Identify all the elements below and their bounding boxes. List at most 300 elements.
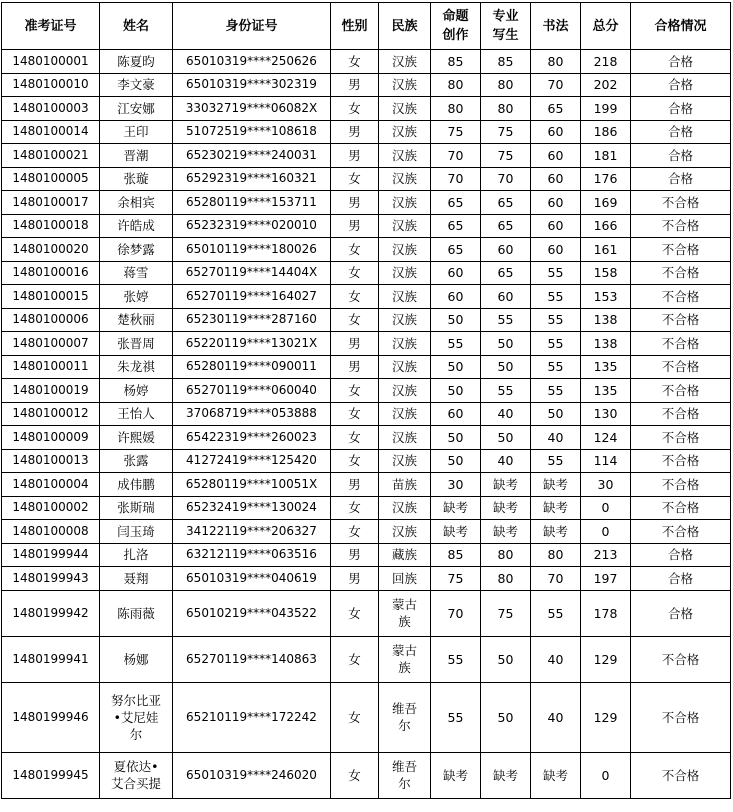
cell-id-number: 65010319****040619: [173, 567, 331, 591]
cell-pass-status: 不合格: [631, 379, 731, 403]
cell-topic-creation: 85: [431, 543, 481, 567]
cell-name: 杨娜: [100, 636, 173, 682]
cell-calligraphy: 60: [531, 120, 581, 144]
cell-pass-status: 合格: [631, 50, 731, 74]
cell-topic-creation: 80: [431, 73, 481, 97]
table-row: [2, 449, 731, 473]
cell-total-score: 153: [581, 285, 631, 309]
cell-ethnicity: 藏族: [379, 543, 431, 567]
cell-topic-creation: 75: [431, 567, 481, 591]
cell-id-number: 65010319****250626: [173, 50, 331, 74]
cell-total-score: 158: [581, 261, 631, 285]
cell-pass-status: 不合格: [631, 402, 731, 426]
cell-calligraphy: 65: [531, 97, 581, 121]
header-sketching: 专业 写生: [481, 3, 531, 50]
cell-id-number: 51072519****108618: [173, 120, 331, 144]
table-row: [2, 308, 731, 332]
cell-sketching: 40: [481, 449, 531, 473]
table-row: [2, 590, 731, 636]
cell-name: 努尔比亚 •艾尼娃 尔: [100, 682, 173, 752]
cell-ethnicity: 汉族: [379, 261, 431, 285]
cell-topic-creation: 65: [431, 214, 481, 238]
cell-id-number: 65270119****060040: [173, 379, 331, 403]
cell-gender: 女: [331, 379, 379, 403]
cell-sketching: 缺考: [481, 473, 531, 497]
header-total-score: 总分: [581, 3, 631, 50]
cell-topic-creation: 60: [431, 402, 481, 426]
cell-topic-creation: 70: [431, 144, 481, 168]
cell-pass-status: 不合格: [631, 261, 731, 285]
cell-ethnicity: 汉族: [379, 167, 431, 191]
cell-gender: 女: [331, 752, 379, 798]
cell-exam-id: 1480100005: [2, 167, 100, 191]
cell-sketching: 80: [481, 543, 531, 567]
cell-topic-creation: 80: [431, 97, 481, 121]
cell-id-number: 65270119****164027: [173, 285, 331, 309]
cell-topic-creation: 30: [431, 473, 481, 497]
cell-id-number: 65220119****13021X: [173, 332, 331, 356]
cell-gender: 男: [331, 214, 379, 238]
cell-sketching: 55: [481, 308, 531, 332]
cell-sketching: 75: [481, 120, 531, 144]
cell-calligraphy: 55: [531, 308, 581, 332]
cell-exam-id: 1480100011: [2, 355, 100, 379]
cell-id-number: 65010219****043522: [173, 590, 331, 636]
cell-exam-id: 1480199942: [2, 590, 100, 636]
cell-topic-creation: 50: [431, 379, 481, 403]
cell-gender: 女: [331, 449, 379, 473]
cell-id-number: 63212119****063516: [173, 543, 331, 567]
cell-pass-status: 合格: [631, 167, 731, 191]
cell-calligraphy: 55: [531, 285, 581, 309]
cell-total-score: 197: [581, 567, 631, 591]
cell-gender: 男: [331, 473, 379, 497]
table-row: [2, 285, 731, 309]
cell-total-score: 186: [581, 120, 631, 144]
header-pass-status: 合格情况: [631, 3, 731, 50]
cell-calligraphy: 55: [531, 355, 581, 379]
cell-pass-status: 不合格: [631, 473, 731, 497]
cell-gender: 男: [331, 567, 379, 591]
table-row: [2, 636, 731, 682]
cell-ethnicity: 蒙古 族: [379, 590, 431, 636]
cell-sketching: 55: [481, 379, 531, 403]
cell-name: 晋潮: [100, 144, 173, 168]
cell-topic-creation: 55: [431, 682, 481, 752]
cell-topic-creation: 70: [431, 590, 481, 636]
cell-total-score: 218: [581, 50, 631, 74]
cell-total-score: 0: [581, 752, 631, 798]
cell-id-number: 65230219****240031: [173, 144, 331, 168]
table-row: [2, 473, 731, 497]
cell-ethnicity: 汉族: [379, 50, 431, 74]
cell-exam-id: 1480100004: [2, 473, 100, 497]
cell-name: 王怡人: [100, 402, 173, 426]
cell-name: 张晋周: [100, 332, 173, 356]
cell-pass-status: 不合格: [631, 308, 731, 332]
cell-total-score: 129: [581, 682, 631, 752]
cell-gender: 女: [331, 496, 379, 520]
table-row: [2, 73, 731, 97]
cell-gender: 女: [331, 682, 379, 752]
cell-sketching: 50: [481, 332, 531, 356]
cell-sketching: 65: [481, 191, 531, 215]
cell-id-number: 65232419****130024: [173, 496, 331, 520]
table-row: [2, 520, 731, 544]
cell-pass-status: 合格: [631, 73, 731, 97]
table-row: [2, 120, 731, 144]
cell-calligraphy: 70: [531, 73, 581, 97]
cell-id-number: 65280119****153711: [173, 191, 331, 215]
table-row: [2, 144, 731, 168]
cell-exam-id: 1480100001: [2, 50, 100, 74]
cell-sketching: 60: [481, 238, 531, 262]
cell-pass-status: 不合格: [631, 191, 731, 215]
cell-exam-id: 1480100010: [2, 73, 100, 97]
cell-exam-id: 1480100016: [2, 261, 100, 285]
cell-calligraphy: 40: [531, 426, 581, 450]
cell-gender: 女: [331, 261, 379, 285]
cell-sketching: 缺考: [481, 496, 531, 520]
cell-id-number: 65422319****260023: [173, 426, 331, 450]
cell-topic-creation: 60: [431, 261, 481, 285]
cell-name: 楚秋丽: [100, 308, 173, 332]
cell-topic-creation: 缺考: [431, 520, 481, 544]
cell-pass-status: 不合格: [631, 355, 731, 379]
cell-pass-status: 合格: [631, 144, 731, 168]
cell-calligraphy: 缺考: [531, 473, 581, 497]
cell-total-score: 129: [581, 636, 631, 682]
cell-topic-creation: 50: [431, 308, 481, 332]
cell-name: 夏依达• 艾合买提: [100, 752, 173, 798]
cell-exam-id: 1480100013: [2, 449, 100, 473]
cell-sketching: 80: [481, 97, 531, 121]
cell-total-score: 166: [581, 214, 631, 238]
cell-pass-status: 不合格: [631, 636, 731, 682]
cell-name: 陈夏昀: [100, 50, 173, 74]
cell-ethnicity: 汉族: [379, 520, 431, 544]
cell-name: 陈雨薇: [100, 590, 173, 636]
cell-pass-status: 合格: [631, 590, 731, 636]
cell-name: 成伟鹏: [100, 473, 173, 497]
cell-sketching: 65: [481, 214, 531, 238]
cell-calligraphy: 40: [531, 682, 581, 752]
cell-total-score: 135: [581, 379, 631, 403]
cell-id-number: 65270119****14404X: [173, 261, 331, 285]
cell-name: 许熙媛: [100, 426, 173, 450]
cell-ethnicity: 汉族: [379, 379, 431, 403]
cell-topic-creation: 65: [431, 191, 481, 215]
table-row: [2, 261, 731, 285]
cell-id-number: 33032719****06082X: [173, 97, 331, 121]
cell-total-score: 30: [581, 473, 631, 497]
cell-sketching: 85: [481, 50, 531, 74]
cell-sketching: 缺考: [481, 752, 531, 798]
cell-gender: 男: [331, 191, 379, 215]
cell-pass-status: 合格: [631, 97, 731, 121]
table-row: [2, 50, 731, 74]
cell-exam-id: 1480100003: [2, 97, 100, 121]
cell-total-score: 138: [581, 308, 631, 332]
cell-id-number: 65230119****287160: [173, 308, 331, 332]
cell-calligraphy: 缺考: [531, 752, 581, 798]
cell-ethnicity: 汉族: [379, 308, 431, 332]
cell-pass-status: 不合格: [631, 752, 731, 798]
cell-topic-creation: 75: [431, 120, 481, 144]
cell-pass-status: 不合格: [631, 214, 731, 238]
header-topic-creation: 命题 创作: [431, 3, 481, 50]
cell-gender: 男: [331, 332, 379, 356]
cell-ethnicity: 维吾 尔: [379, 682, 431, 752]
cell-calligraphy: 缺考: [531, 520, 581, 544]
cell-total-score: 213: [581, 543, 631, 567]
cell-sketching: 50: [481, 682, 531, 752]
cell-id-number: 34122119****206327: [173, 520, 331, 544]
cell-pass-status: 合格: [631, 567, 731, 591]
table-body: [2, 50, 731, 799]
cell-ethnicity: 汉族: [379, 449, 431, 473]
cell-ethnicity: 汉族: [379, 73, 431, 97]
cell-calligraphy: 50: [531, 402, 581, 426]
cell-topic-creation: 50: [431, 449, 481, 473]
cell-name: 杨婷: [100, 379, 173, 403]
header-exam-id: 准考证号: [2, 3, 100, 50]
cell-gender: 男: [331, 73, 379, 97]
cell-total-score: 169: [581, 191, 631, 215]
cell-total-score: 176: [581, 167, 631, 191]
cell-name: 扎洛: [100, 543, 173, 567]
cell-id-number: 65010119****180026: [173, 238, 331, 262]
cell-total-score: 138: [581, 332, 631, 356]
table-row: [2, 238, 731, 262]
cell-calligraphy: 55: [531, 261, 581, 285]
cell-name: 张露: [100, 449, 173, 473]
cell-exam-id: 1480100019: [2, 379, 100, 403]
cell-gender: 女: [331, 167, 379, 191]
table-row: [2, 379, 731, 403]
cell-ethnicity: 维吾 尔: [379, 752, 431, 798]
cell-gender: 女: [331, 308, 379, 332]
table-row: [2, 214, 731, 238]
cell-total-score: 202: [581, 73, 631, 97]
table-row: [2, 682, 731, 752]
results-table: [1, 2, 731, 799]
cell-sketching: 50: [481, 355, 531, 379]
cell-calligraphy: 60: [531, 214, 581, 238]
cell-topic-creation: 55: [431, 636, 481, 682]
cell-sketching: 75: [481, 144, 531, 168]
cell-topic-creation: 85: [431, 50, 481, 74]
cell-total-score: 199: [581, 97, 631, 121]
table-row: [2, 752, 731, 798]
cell-topic-creation: 70: [431, 167, 481, 191]
cell-sketching: 80: [481, 73, 531, 97]
cell-gender: 男: [331, 120, 379, 144]
table-row: [2, 355, 731, 379]
cell-sketching: 缺考: [481, 520, 531, 544]
cell-gender: 男: [331, 355, 379, 379]
cell-gender: 女: [331, 520, 379, 544]
cell-ethnicity: 汉族: [379, 120, 431, 144]
cell-gender: 男: [331, 144, 379, 168]
cell-exam-id: 1480100014: [2, 120, 100, 144]
cell-total-score: 124: [581, 426, 631, 450]
cell-total-score: 178: [581, 590, 631, 636]
cell-exam-id: 1480199941: [2, 636, 100, 682]
table-row: [2, 167, 731, 191]
cell-pass-status: 合格: [631, 543, 731, 567]
cell-exam-id: 1480100017: [2, 191, 100, 215]
cell-ethnicity: 汉族: [379, 144, 431, 168]
cell-gender: 女: [331, 238, 379, 262]
cell-calligraphy: 70: [531, 567, 581, 591]
cell-topic-creation: 50: [431, 426, 481, 450]
cell-sketching: 70: [481, 167, 531, 191]
cell-id-number: 65010319****246020: [173, 752, 331, 798]
cell-calligraphy: 55: [531, 449, 581, 473]
table-row: [2, 332, 731, 356]
cell-calligraphy: 60: [531, 238, 581, 262]
cell-pass-status: 不合格: [631, 332, 731, 356]
cell-sketching: 65: [481, 261, 531, 285]
cell-name: 张璇: [100, 167, 173, 191]
header-name: 姓名: [100, 3, 173, 50]
cell-topic-creation: 缺考: [431, 752, 481, 798]
cell-pass-status: 不合格: [631, 520, 731, 544]
cell-id-number: 65210119****172242: [173, 682, 331, 752]
cell-total-score: 0: [581, 496, 631, 520]
cell-topic-creation: 55: [431, 332, 481, 356]
cell-exam-id: 1480100002: [2, 496, 100, 520]
cell-total-score: 130: [581, 402, 631, 426]
cell-ethnicity: 汉族: [379, 332, 431, 356]
cell-name: 聂翔: [100, 567, 173, 591]
cell-calligraphy: 80: [531, 50, 581, 74]
cell-name: 朱龙祺: [100, 355, 173, 379]
cell-name: 张婷: [100, 285, 173, 309]
cell-exam-id: 1480100006: [2, 308, 100, 332]
cell-name: 江安娜: [100, 97, 173, 121]
cell-pass-status: 不合格: [631, 496, 731, 520]
cell-calligraphy: 55: [531, 590, 581, 636]
cell-total-score: 114: [581, 449, 631, 473]
cell-sketching: 60: [481, 285, 531, 309]
cell-sketching: 40: [481, 402, 531, 426]
cell-calligraphy: 55: [531, 332, 581, 356]
cell-exam-id: 1480100012: [2, 402, 100, 426]
cell-name: 徐梦露: [100, 238, 173, 262]
cell-gender: 女: [331, 636, 379, 682]
cell-name: 张斯瑞: [100, 496, 173, 520]
cell-pass-status: 不合格: [631, 682, 731, 752]
cell-pass-status: 不合格: [631, 449, 731, 473]
cell-topic-creation: 50: [431, 355, 481, 379]
cell-sketching: 75: [481, 590, 531, 636]
cell-topic-creation: 65: [431, 238, 481, 262]
cell-gender: 男: [331, 543, 379, 567]
header-calligraphy: 书法: [531, 3, 581, 50]
cell-gender: 女: [331, 50, 379, 74]
cell-ethnicity: 汉族: [379, 214, 431, 238]
cell-gender: 女: [331, 285, 379, 309]
cell-exam-id: 1480100007: [2, 332, 100, 356]
cell-ethnicity: 汉族: [379, 191, 431, 215]
cell-pass-status: 合格: [631, 120, 731, 144]
cell-sketching: 50: [481, 426, 531, 450]
cell-exam-id: 1480100018: [2, 214, 100, 238]
table-row: [2, 402, 731, 426]
table-row: [2, 191, 731, 215]
cell-id-number: 65280119****090011: [173, 355, 331, 379]
cell-ethnicity: 回族: [379, 567, 431, 591]
cell-calligraphy: 60: [531, 144, 581, 168]
table-row: [2, 97, 731, 121]
cell-id-number: 65270119****140863: [173, 636, 331, 682]
table-row: [2, 496, 731, 520]
table-row: [2, 543, 731, 567]
cell-topic-creation: 60: [431, 285, 481, 309]
cell-gender: 女: [331, 402, 379, 426]
cell-exam-id: 1480100015: [2, 285, 100, 309]
cell-calligraphy: 40: [531, 636, 581, 682]
cell-name: 王印: [100, 120, 173, 144]
cell-id-number: 65280119****10051X: [173, 473, 331, 497]
cell-total-score: 161: [581, 238, 631, 262]
cell-exam-id: 1480199944: [2, 543, 100, 567]
cell-ethnicity: 蒙古 族: [379, 636, 431, 682]
cell-gender: 女: [331, 426, 379, 450]
table-row: [2, 426, 731, 450]
cell-exam-id: 1480100020: [2, 238, 100, 262]
cell-pass-status: 不合格: [631, 426, 731, 450]
cell-ethnicity: 汉族: [379, 97, 431, 121]
cell-ethnicity: 汉族: [379, 402, 431, 426]
cell-id-number: 65232319****020010: [173, 214, 331, 238]
cell-calligraphy: 缺考: [531, 496, 581, 520]
cell-exam-id: 1480100009: [2, 426, 100, 450]
cell-ethnicity: 苗族: [379, 473, 431, 497]
cell-ethnicity: 汉族: [379, 285, 431, 309]
cell-total-score: 181: [581, 144, 631, 168]
cell-exam-id: 1480100021: [2, 144, 100, 168]
cell-exam-id: 1480199943: [2, 567, 100, 591]
cell-exam-id: 1480199945: [2, 752, 100, 798]
cell-ethnicity: 汉族: [379, 238, 431, 262]
cell-ethnicity: 汉族: [379, 355, 431, 379]
cell-name: 许皓成: [100, 214, 173, 238]
header-id-number: 身份证号: [173, 3, 331, 50]
header-ethnicity: 民族: [379, 3, 431, 50]
cell-calligraphy: 60: [531, 167, 581, 191]
cell-exam-id: 1480100008: [2, 520, 100, 544]
cell-ethnicity: 汉族: [379, 426, 431, 450]
cell-sketching: 80: [481, 567, 531, 591]
cell-name: 蒋雪: [100, 261, 173, 285]
cell-total-score: 135: [581, 355, 631, 379]
cell-name: 闫玉琦: [100, 520, 173, 544]
cell-gender: 女: [331, 97, 379, 121]
cell-id-number: 37068719****053888: [173, 402, 331, 426]
cell-exam-id: 1480199946: [2, 682, 100, 752]
cell-calligraphy: 80: [531, 543, 581, 567]
cell-name: 李文豪: [100, 73, 173, 97]
cell-topic-creation: 缺考: [431, 496, 481, 520]
cell-calligraphy: 55: [531, 379, 581, 403]
cell-id-number: 65292319****160321: [173, 167, 331, 191]
cell-name: 余相宾: [100, 191, 173, 215]
cell-id-number: 65010319****302319: [173, 73, 331, 97]
cell-pass-status: 不合格: [631, 285, 731, 309]
